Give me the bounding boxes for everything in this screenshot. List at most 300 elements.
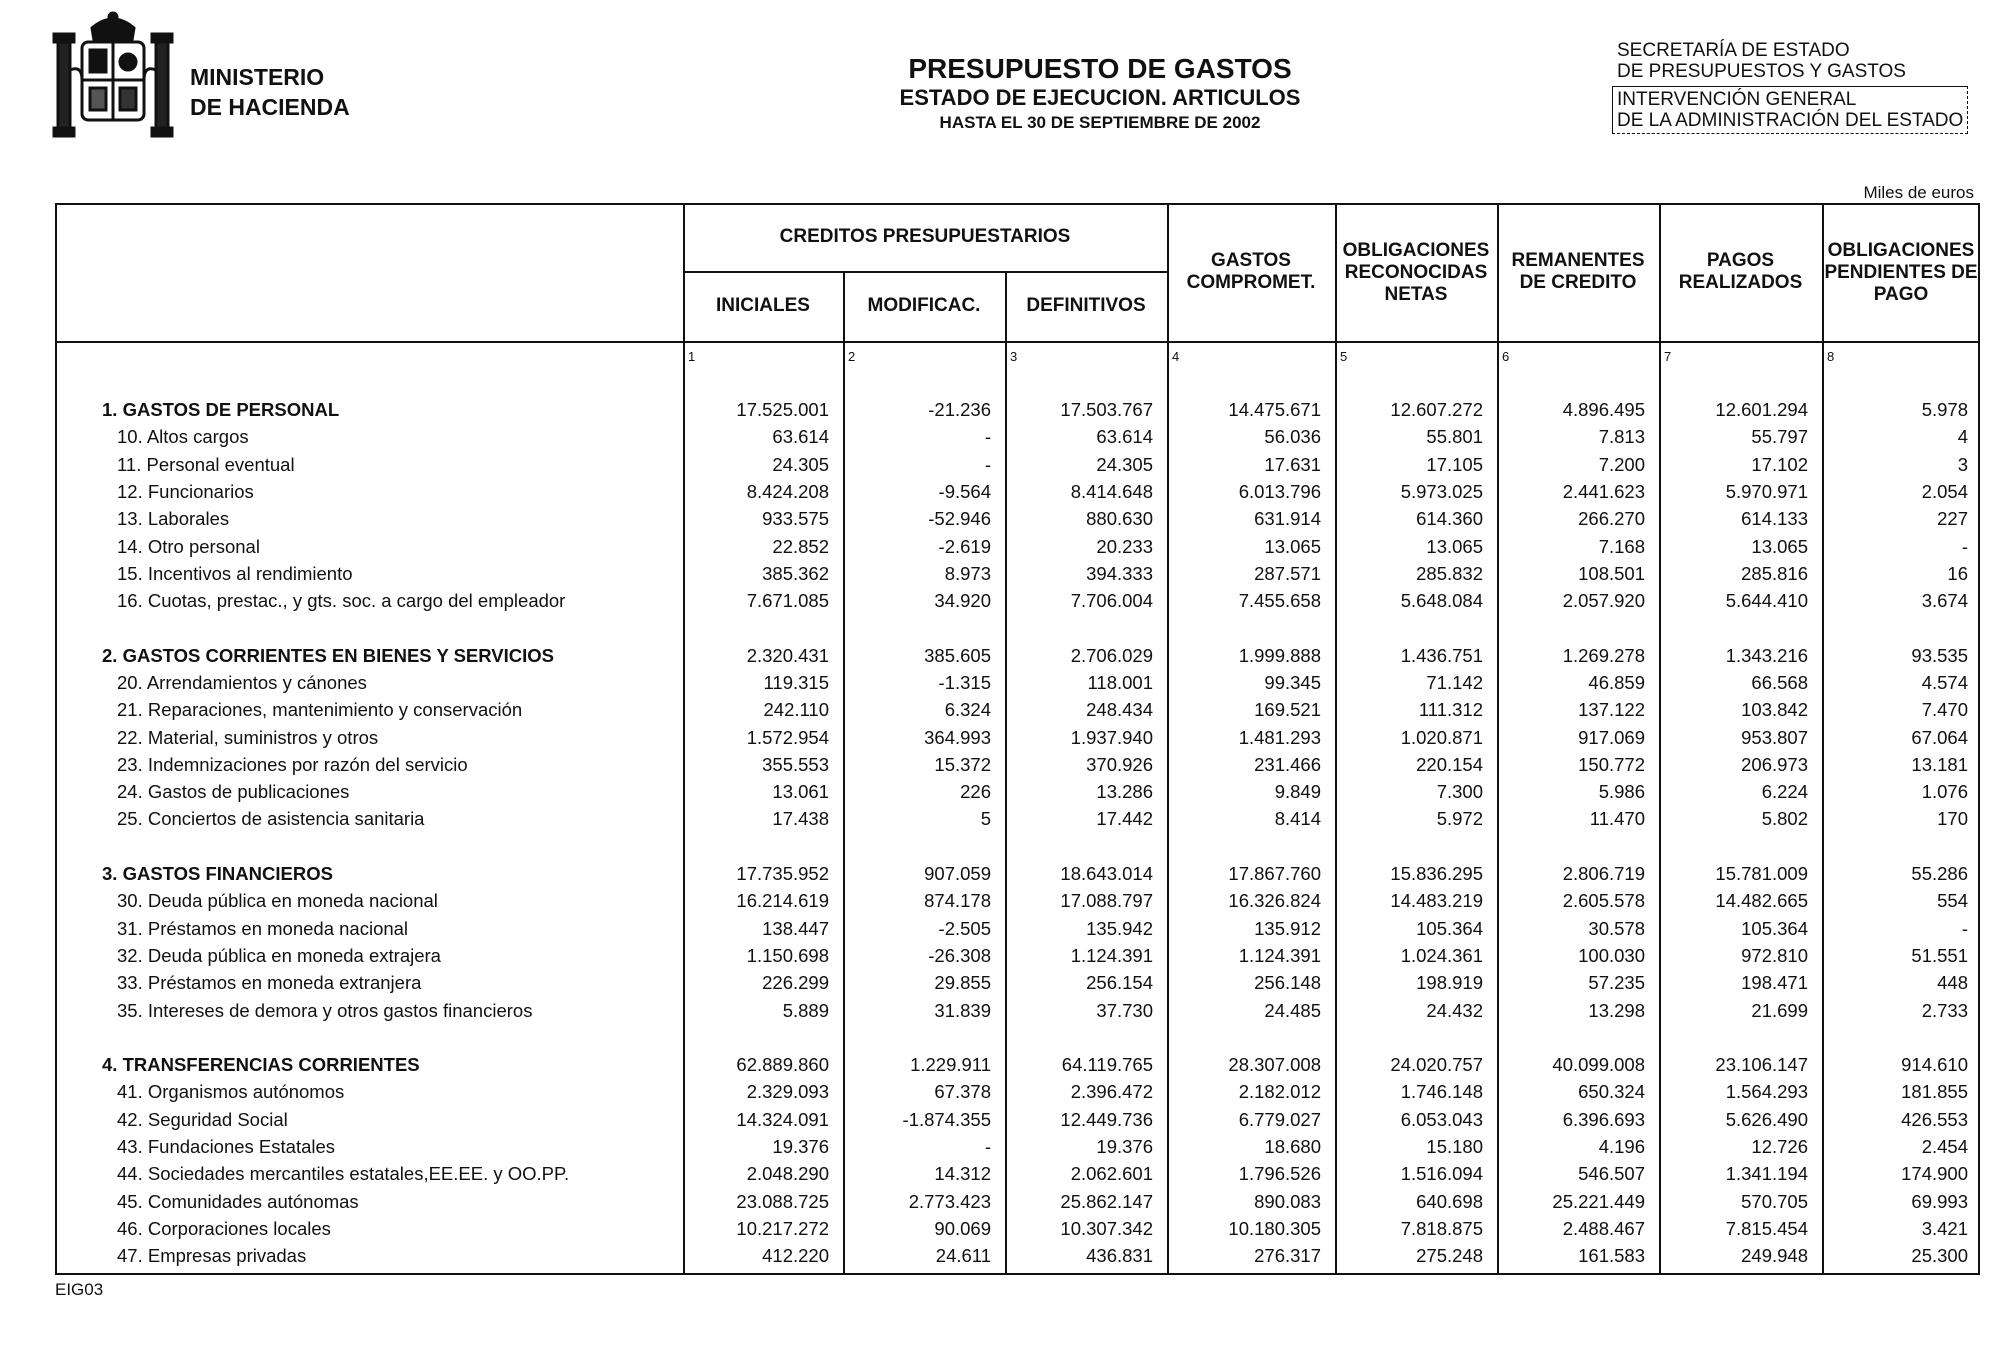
cell-value: 12.607.272 [1390, 399, 1483, 420]
row-label: 31. Préstamos en moneda nacional [117, 918, 409, 939]
cell-value: 25.221.449 [1552, 1191, 1645, 1212]
row-label: 1. GASTOS DE PERSONAL [102, 399, 340, 420]
cell-value: 8.424.208 [746, 481, 829, 502]
table-row [0, 1078, 2000, 1105]
header-definitivos: DEFINITIVOS [1026, 295, 1146, 316]
cell-value: 7.168 [1598, 536, 1645, 557]
cell-value: 631.914 [1254, 508, 1321, 529]
cell-value: 370.926 [1086, 754, 1153, 775]
cell-value: 4 [1957, 426, 1968, 447]
cell-value: 24.020.757 [1390, 1054, 1483, 1075]
row-label: 22. Material, suministros y otros [117, 727, 379, 748]
cell-value: 385.362 [762, 563, 829, 584]
cell-value: 5 [980, 808, 991, 829]
cell-value: 8.414 [1274, 808, 1321, 829]
cell-value: 546.507 [1578, 1163, 1645, 1184]
cell-value: - [984, 426, 991, 447]
cell-value: 5.978 [1921, 399, 1968, 420]
header-obligaciones-reconocidas [1335, 240, 1497, 306]
cell-value: 13.061 [772, 781, 829, 802]
cell-value: 2.706.029 [1070, 645, 1153, 666]
cell-value: 150.772 [1578, 754, 1645, 775]
column-number: 5 [1340, 349, 1348, 364]
cell-value: 7.813 [1598, 426, 1645, 447]
row-label: 47. Empresas privadas [117, 1245, 307, 1266]
table-row [0, 1160, 2000, 1187]
cell-value: 1.436.751 [1400, 645, 1483, 666]
cell-value: 256.154 [1086, 972, 1153, 993]
cell-value: 7.671.085 [746, 590, 829, 611]
cell-value: 5.986 [1598, 781, 1645, 802]
intervencion-line1: INTERVENCIÓN GENERAL [1617, 89, 1857, 110]
cell-value: 16.214.619 [736, 890, 829, 911]
cell-value: 614.360 [1416, 508, 1483, 529]
cell-value: 276.317 [1254, 1245, 1321, 1266]
table-row [0, 533, 2000, 560]
row-label: 3. GASTOS FINANCIEROS [102, 863, 333, 884]
cell-value: 3 [1957, 454, 1968, 475]
cell-value: 12.726 [1751, 1136, 1808, 1157]
cell-value: 6.053.043 [1400, 1109, 1483, 1130]
cell-value: 1.020.871 [1400, 727, 1483, 748]
table-row [0, 587, 2000, 614]
table-row [0, 1215, 2000, 1242]
row-label: 11. Personal eventual [117, 454, 295, 475]
cell-value: 6.224 [1761, 781, 1808, 802]
cell-value: 4.574 [1921, 672, 1968, 693]
cell-value: 13.298 [1588, 1000, 1645, 1021]
cell-value: 174.900 [1901, 1163, 1968, 1184]
table-row [0, 751, 2000, 778]
cell-value: 1.229.911 [910, 1054, 991, 1075]
issuing-office [1617, 40, 1968, 134]
cell-value: 650.324 [1578, 1081, 1645, 1102]
header-pend-l2: PENDIENTES DE [1824, 262, 1978, 283]
cell-value: 13.286 [1096, 781, 1153, 802]
cell-value: 972.810 [1741, 945, 1808, 966]
cell-value: 364.993 [924, 727, 991, 748]
cell-value: -26.308 [928, 945, 991, 966]
cell-value: 5.802 [1761, 808, 1808, 829]
cell-value: 1.746.148 [1400, 1081, 1483, 1102]
cell-value: 13.065 [1751, 536, 1808, 557]
cell-value: 231.466 [1254, 754, 1321, 775]
cell-value: 2.048.290 [746, 1163, 829, 1184]
creditos-group-underline [683, 271, 1167, 273]
cell-value: 907.059 [924, 863, 991, 884]
cell-value: 2.806.719 [1562, 863, 1645, 884]
cell-value: 17.735.952 [736, 863, 829, 884]
cell-value: 64.119.765 [1061, 1054, 1153, 1075]
header-remanentes [1497, 250, 1659, 294]
cell-value: 99.345 [1264, 672, 1321, 693]
section-row [0, 860, 2000, 887]
cell-value: 51.551 [1911, 945, 1968, 966]
cell-value: -21.236 [928, 399, 991, 420]
cell-value: 874.178 [924, 890, 991, 911]
cell-value: 21.699 [1751, 1000, 1808, 1021]
cell-value: 242.110 [763, 699, 829, 720]
cell-value: 4.896.495 [1562, 399, 1645, 420]
cell-value: 285.816 [1741, 563, 1808, 584]
cell-value: 914.610 [1901, 1054, 1968, 1075]
cell-value: 1.150.698 [746, 945, 829, 966]
cell-value: 19.376 [772, 1136, 829, 1157]
cell-value: 14.312 [934, 1163, 991, 1184]
header-gastos-comprometidos [1167, 250, 1335, 294]
cell-value: 6.324 [944, 699, 991, 720]
cell-value: 1.796.526 [1238, 1163, 1321, 1184]
cell-value: 17.867.760 [1228, 863, 1321, 884]
cell-value: 24.432 [1426, 1000, 1483, 1021]
table-row [0, 724, 2000, 751]
cell-value: 161.583 [1578, 1245, 1645, 1266]
header-oblig-l3: NETAS [1384, 284, 1448, 305]
cell-value: 69.993 [1911, 1191, 1968, 1212]
cell-value: 100.030 [1578, 945, 1645, 966]
table-row [0, 1106, 2000, 1133]
cell-value: 9.849 [1274, 781, 1321, 802]
cell-value: 56.036 [1264, 426, 1321, 447]
cell-value: 17.525.001 [736, 399, 829, 420]
cell-value: 28.307.008 [1228, 1054, 1321, 1075]
header-pagos-l1: PAGOS [1706, 250, 1775, 271]
cell-value: 2.733 [1921, 1000, 1968, 1021]
cell-value: 7.815.454 [1725, 1218, 1808, 1239]
table-row [0, 505, 2000, 532]
cell-value: 227 [1937, 508, 1968, 529]
cell-value: 4.196 [1598, 1136, 1645, 1157]
cell-value: 170 [1937, 808, 1968, 829]
header-gastos-l2: COMPROMET. [1186, 272, 1316, 293]
table-row [0, 942, 2000, 969]
cell-value: 2.054 [1921, 481, 1968, 502]
cell-value: 2.057.920 [1562, 590, 1645, 611]
cell-value: 275.248 [1416, 1245, 1483, 1266]
cell-value: 266.270 [1578, 508, 1645, 529]
cell-value: 7.818.875 [1400, 1218, 1483, 1239]
cell-value: 6.396.693 [1562, 1109, 1645, 1130]
header-pagos [1659, 250, 1822, 294]
row-label: 32. Deuda pública en moneda extrajera [117, 945, 441, 966]
cell-value: 5.626.490 [1725, 1109, 1808, 1130]
table-row [0, 778, 2000, 805]
cell-value: 436.831 [1086, 1245, 1153, 1266]
table-row [0, 669, 2000, 696]
cell-value: 18.643.014 [1060, 863, 1153, 884]
column-number: 4 [1172, 349, 1180, 364]
cell-value: 1.124.391 [1238, 945, 1321, 966]
cell-value: 2.605.578 [1562, 890, 1645, 911]
row-label: 16. Cuotas, prestac., y gts. soc. a cargo del empleador [117, 590, 566, 611]
cell-value: 226.299 [762, 972, 829, 993]
ministry-name [190, 62, 350, 122]
column-number: 3 [1010, 349, 1018, 364]
cell-value: 5.972 [1436, 808, 1483, 829]
row-label: 35. Intereses de demora y otros gastos financieros [117, 1000, 533, 1021]
header-creditos-presupuestarios: CREDITOS PRESUPUESTARIOS [779, 226, 1071, 247]
header-iniciales: INICIALES [716, 295, 810, 316]
cell-value: 55.797 [1751, 426, 1808, 447]
row-label: 24. Gastos de publicaciones [117, 781, 350, 802]
table-row [0, 451, 2000, 478]
cell-value: 1.999.888 [1238, 645, 1321, 666]
column-number: 1 [688, 349, 696, 364]
row-label: 13. Laborales [117, 508, 230, 529]
cell-value: 17.442 [1096, 808, 1153, 829]
cell-value: 5.648.084 [1400, 590, 1483, 611]
cell-value: 17.438 [772, 808, 829, 829]
cell-value: 448 [1937, 972, 1968, 993]
cell-value: 103.842 [1741, 699, 1808, 720]
cell-value: 385.605 [924, 645, 991, 666]
cell-value: 2.441.623 [1562, 481, 1645, 502]
row-label: 30. Deuda pública en moneda nacional [117, 890, 438, 911]
cell-value: 1.516.094 [1400, 1163, 1483, 1184]
cell-value: 1.024.361 [1400, 945, 1483, 966]
cell-value: 570.705 [1741, 1191, 1808, 1212]
cell-value: 256.148 [1254, 972, 1321, 993]
column-number: 2 [848, 349, 856, 364]
cell-value: 17.088.797 [1060, 890, 1153, 911]
cell-value: 20.233 [1096, 536, 1153, 557]
cell-value: 15.372 [934, 754, 991, 775]
row-label: 25. Conciertos de asistencia sanitaria [117, 808, 425, 829]
cell-value: 66.568 [1751, 672, 1808, 693]
cell-value: 10.217.272 [736, 1218, 829, 1239]
cell-value: 226 [960, 781, 991, 802]
cell-value: 15.836.295 [1390, 863, 1483, 884]
table-row [0, 1242, 2000, 1269]
row-label: 10. Altos cargos [117, 426, 249, 447]
cell-value: 287.571 [1254, 563, 1321, 584]
row-label: 2. GASTOS CORRIENTES EN BIENES Y SERVICIOS [102, 645, 555, 666]
row-label: 41. Organismos autónomos [117, 1081, 345, 1102]
cell-value: 37.730 [1096, 1000, 1153, 1021]
cell-value: 138.447 [762, 918, 829, 939]
row-label: 23. Indemnizaciones por razón del servicio [117, 754, 468, 775]
row-label: 20. Arrendamientos y cánones [117, 672, 367, 693]
cell-value: 119.315 [763, 672, 829, 693]
cell-value: 249.948 [1741, 1245, 1808, 1266]
cell-value: 105.364 [1416, 918, 1483, 939]
cell-value: 2.329.093 [746, 1081, 829, 1102]
cell-value: 67.064 [1911, 727, 1968, 748]
cell-value: 7.706.004 [1070, 590, 1153, 611]
cell-value: 25.862.147 [1060, 1191, 1153, 1212]
cell-value: 7.300 [1436, 781, 1483, 802]
document-title: PRESUPUESTO DE GASTOS [908, 53, 1292, 84]
intervencion-line2: DE LA ADMINISTRACIÓN DEL ESTADO [1617, 110, 1964, 131]
cell-value: 135.942 [1086, 918, 1153, 939]
cell-value: 62.889.860 [736, 1054, 829, 1075]
cell-value: 917.069 [1578, 727, 1645, 748]
cell-value: 24.611 [935, 1245, 991, 1266]
cell-value: 2.454 [1921, 1136, 1968, 1157]
header-gastos-l1: GASTOS [1211, 250, 1291, 271]
cell-value: -2.619 [938, 536, 991, 557]
cell-value: 29.855 [934, 972, 991, 993]
cell-value: 933.575 [762, 508, 829, 529]
column-number: 8 [1827, 349, 1835, 364]
cell-value: 7.470 [1921, 699, 1968, 720]
row-label: 33. Préstamos en moneda extranjera [117, 972, 422, 993]
cell-value: 67.378 [934, 1081, 991, 1102]
cell-value: 22.852 [772, 536, 829, 557]
cell-value: 18.680 [1264, 1136, 1321, 1157]
cell-value: 12.601.294 [1715, 399, 1808, 420]
cell-value: 3.674 [1921, 590, 1968, 611]
header-pagos-l2: REALIZADOS [1678, 272, 1803, 293]
cell-value: 1.341.194 [1725, 1163, 1808, 1184]
table-row [0, 915, 2000, 942]
cell-value: -1.874.355 [902, 1109, 991, 1130]
cell-value: 890.083 [1254, 1191, 1321, 1212]
coat-of-arms-logo [52, 10, 174, 142]
cell-value: 1.572.954 [746, 727, 829, 748]
cell-value: 181.855 [1901, 1081, 1968, 1102]
cell-value: 2.396.472 [1070, 1081, 1153, 1102]
cell-value: 31.839 [934, 1000, 991, 1021]
cell-value: 17.105 [1426, 454, 1483, 475]
cell-value: 2.773.423 [908, 1191, 991, 1212]
cell-value: 13.065 [1426, 536, 1483, 557]
cell-value: 355.553 [762, 754, 829, 775]
cell-value: 412.220 [762, 1245, 829, 1266]
cell-value: 24.305 [772, 454, 829, 475]
cell-value: 25.300 [1911, 1245, 1968, 1266]
table-row [0, 997, 2000, 1024]
row-label: 21. Reparaciones, mantenimiento y conservación [117, 699, 523, 720]
cell-value: - [1961, 536, 1968, 557]
table-row [0, 560, 2000, 587]
cell-value: 12.449.736 [1060, 1109, 1153, 1130]
table-row [0, 805, 2000, 832]
document-subtitle: ESTADO DE EJECUCION. ARTICULOS [899, 85, 1301, 110]
cell-value: 8.414.648 [1070, 481, 1153, 502]
cell-value: 1.124.391 [1070, 945, 1153, 966]
cell-value: 14.324.091 [736, 1109, 829, 1130]
cell-value: 614.133 [1741, 508, 1808, 529]
cell-value: 7.200 [1598, 454, 1645, 475]
cell-value: 24.485 [1264, 1000, 1321, 1021]
cell-value: 34.920 [934, 590, 991, 611]
cell-value: 953.807 [1741, 727, 1808, 748]
cell-value: 63.614 [1096, 426, 1153, 447]
table-row [0, 423, 2000, 450]
row-label: 46. Corporaciones locales [117, 1218, 331, 1239]
cell-value: 6.779.027 [1238, 1109, 1321, 1130]
cell-value: 2.062.601 [1070, 1163, 1153, 1184]
document-code: EIG03 [55, 1280, 104, 1299]
cell-value: 15.180 [1426, 1136, 1483, 1157]
cell-value: 426.553 [1901, 1109, 1968, 1130]
cell-value: 5.973.025 [1400, 481, 1483, 502]
cell-value: 285.832 [1416, 563, 1483, 584]
row-label: 15. Incentivos al rendimiento [117, 563, 353, 584]
column-number: 6 [1502, 349, 1510, 364]
cell-value: 46.859 [1588, 672, 1645, 693]
table-row [0, 887, 2000, 914]
row-label: 45. Comunidades autónomas [117, 1191, 359, 1212]
cell-value: 63.614 [772, 426, 829, 447]
cell-value: - [1961, 918, 1968, 939]
cell-value: 5.889 [782, 1000, 829, 1021]
cell-value: 554 [1937, 890, 1968, 911]
cell-value: 137.122 [1578, 699, 1645, 720]
cell-value: 13.181 [1911, 754, 1968, 775]
cell-value: 17.102 [1751, 454, 1808, 475]
cell-value: 17.503.767 [1060, 399, 1153, 420]
cell-value: 220.154 [1416, 754, 1483, 775]
cell-value: 57.235 [1588, 972, 1645, 993]
cell-value: 248.434 [1086, 699, 1153, 720]
cell-value: 1.481.293 [1238, 727, 1321, 748]
units-label: Miles de euros [1863, 183, 1974, 202]
cell-value: 1.564.293 [1725, 1081, 1808, 1102]
cell-value: 111.312 [1418, 699, 1483, 720]
cell-value: 23.106.147 [1715, 1054, 1808, 1075]
header-pendientes [1822, 240, 1980, 306]
cell-value: - [984, 1136, 991, 1157]
cell-value: 2.320.431 [746, 645, 829, 666]
table-row [0, 696, 2000, 723]
secretaria-line2: DE PRESUPUESTOS Y GASTOS [1617, 61, 1906, 82]
cell-value: 2.488.467 [1562, 1218, 1645, 1239]
column-number: 7 [1664, 349, 1672, 364]
table-row [0, 969, 2000, 996]
cell-value: 118.001 [1087, 672, 1153, 693]
cell-value: 23.088.725 [736, 1191, 829, 1212]
ministry-line2: DE HACIENDA [190, 94, 350, 120]
cell-value: 55.286 [1911, 863, 1968, 884]
row-label: 42. Seguridad Social [117, 1109, 288, 1130]
cell-value: 16.326.824 [1228, 890, 1321, 911]
cell-value: 640.698 [1416, 1191, 1483, 1212]
cell-value: 2.182.012 [1238, 1081, 1321, 1102]
header-bottom-rule [55, 341, 1980, 343]
header-pend-l1: OBLIGACIONES [1827, 240, 1975, 261]
table-row [0, 1133, 2000, 1160]
section-row [0, 1051, 2000, 1078]
cell-value: 5.970.971 [1725, 481, 1808, 502]
header-pend-l3: PAGO [1873, 284, 1929, 305]
cell-value: 15.781.009 [1715, 863, 1808, 884]
cell-value: 90.069 [934, 1218, 991, 1239]
document-date: HASTA EL 30 DE SEPTIEMBRE DE 2002 [939, 113, 1261, 132]
cell-value: 1.076 [1921, 781, 1968, 802]
cell-value: 198.919 [1416, 972, 1483, 993]
cell-value: 10.180.305 [1228, 1218, 1321, 1239]
ministry-line1: MINISTERIO [190, 64, 325, 90]
cell-value: 14.483.219 [1390, 890, 1483, 911]
cell-value: 198.471 [1741, 972, 1808, 993]
cell-value: 108.501 [1578, 563, 1645, 584]
header-modificac: MODIFICAC. [867, 295, 981, 316]
cell-value: 105.364 [1741, 918, 1808, 939]
header-oblig-l2: RECONOCIDAS [1344, 262, 1488, 283]
cell-value: 206.973 [1741, 754, 1808, 775]
intervencion-box [1612, 86, 1968, 134]
cell-value: 14.475.671 [1228, 399, 1321, 420]
cell-value: 5.644.410 [1725, 590, 1808, 611]
document-title-block [600, 53, 1600, 135]
section-row [0, 642, 2000, 669]
row-label: 43. Fundaciones Estatales [117, 1136, 336, 1157]
table-row [0, 478, 2000, 505]
cell-value: 11.470 [1589, 808, 1645, 829]
cell-value: 16 [1947, 563, 1968, 584]
